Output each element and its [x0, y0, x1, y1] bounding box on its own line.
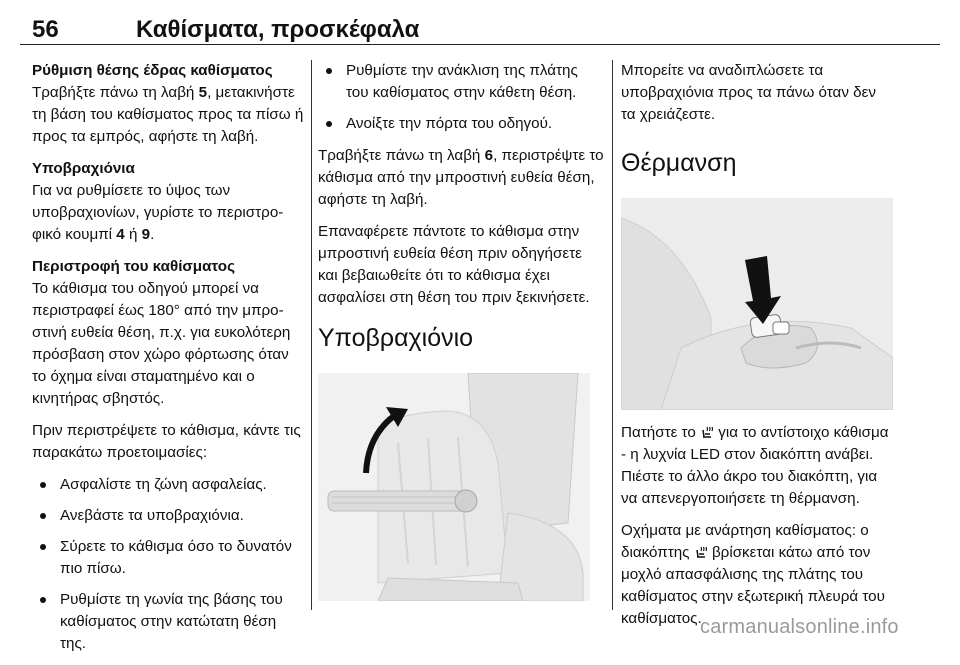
- list-item-text: Σύρετε το κάθισμα όσο το δυνατόν πιο πίσω.: [60, 538, 292, 577]
- list-item-text: Ανοίξτε την πόρτα του οδηγού.: [346, 115, 553, 132]
- list-item-text: Ρυθμίστε την ανάκλιση της πλάτης του καθίσματος στην κάθετη θέση.: [346, 62, 578, 101]
- column-divider: [311, 60, 312, 610]
- list-item-text: Ασφαλίστε τη ζώνη ασφαλείας.: [60, 476, 267, 493]
- list-item: [32, 474, 304, 496]
- armrests-section: [32, 158, 304, 246]
- rotation-section: [32, 256, 304, 410]
- armrests-num-b: 9: [141, 226, 151, 243]
- armrests-num-a: 4: [116, 226, 125, 243]
- seat-height-num: 5: [198, 84, 208, 101]
- column-1: [32, 60, 304, 665]
- seat-height-section: [32, 60, 304, 148]
- vehicles-text-b: βρίσκεται κάτω από τον μοχλό απασφάλισης της πλάτης του καθίσματος στην εξωτερική πλευρά του καθίσματος.: [621, 544, 885, 627]
- armrests-or: ή: [124, 226, 142, 243]
- armrest-figure: [318, 373, 590, 601]
- column-2: [318, 60, 604, 613]
- rotation-text: Το κάθισμα του οδηγού μπορεί να περιστραφεί έως 180° από την μπροστινή ευθεία θέση, π.χ. για ευκολότερη πρόσβαση στον χώρο φόρτωσης όταν το όχημα είναι σταματημένο και ο κινητήρας σβηστός.: [32, 280, 291, 407]
- bullet-dot: [326, 121, 332, 127]
- list-item: [318, 60, 604, 104]
- seat-height-heading: Ρύθμιση θέσης έδρας καθίσματος: [32, 62, 273, 79]
- seat-height-text-a: Τραβήξτε πάνω τη λαβή: [32, 84, 199, 101]
- armrest-heading: Υποβραχιόνιο: [318, 324, 474, 352]
- column-divider: [612, 60, 613, 610]
- press-text-b: για το αντίστοιχο κάθισμα - η λυχνία LED στον διακόπτη ανάβει. Πιέστε το άλλο άκρο του διακόπτη, για να απενεργοποιήσετε τη θέρμανση.: [621, 424, 889, 507]
- seat-heater-icon: [694, 544, 708, 558]
- page-header: [20, 10, 940, 45]
- armrests-text: Για να ρυθμίσετε το ύψος των υποβραχιονίων, γυρίστε το περιστροφικό κουμπί: [32, 182, 284, 243]
- armrests-heading: Υποβραχιόνια: [32, 160, 135, 177]
- prep-list: [32, 474, 304, 655]
- bullet-dot: [40, 513, 46, 519]
- bullet-dot: [326, 68, 332, 74]
- before-text: Πριν περιστρέψετε το κάθισμα, κάντε τις παρακάτω προετοιμασίες:: [32, 422, 301, 461]
- prep-list-continued: [318, 60, 604, 135]
- list-item: [32, 505, 304, 527]
- vehicles-text: [621, 520, 893, 630]
- column-3: [621, 60, 893, 640]
- bullet-dot: [40, 544, 46, 550]
- seat-switch-illustration: [621, 198, 893, 410]
- vehicles-text-a: Οχήματα με ανάρτηση καθίσματος: ο διακόπτης: [621, 522, 869, 561]
- list-item: [32, 589, 304, 655]
- page-number: 56: [32, 16, 59, 43]
- list-item: [318, 113, 604, 135]
- bullet-dot: [40, 482, 46, 488]
- seat-height-text-b: , μετακινήστε τη βάση του καθίσματος προς τα πίσω ή προς τα εμπρός, αφήστε τη λαβή.: [32, 84, 304, 145]
- list-item-text: Ρυθμίστε τη γωνία της βάσης του καθίσματος στην κατώτατη θέση της.: [60, 591, 283, 652]
- bullet-dot: [40, 597, 46, 603]
- page-title: Καθίσματα, προσκέφαλα: [136, 16, 420, 43]
- armrests-end: .: [150, 226, 155, 243]
- list-item-text: Ανεβάστε τα υποβραχιόνια.: [60, 507, 244, 524]
- pull-text: [318, 145, 604, 211]
- armrest-illustration: [318, 373, 590, 601]
- pull-num: 6: [484, 147, 494, 164]
- list-item: [32, 536, 304, 580]
- watermark: carmanualsonline.info: [700, 616, 899, 638]
- pull-text-b: , περιστρέψτε το κάθισμα από την μπροστινή ευθεία θέση, αφήστε τη λαβή.: [318, 147, 604, 208]
- press-text-a: Πατήστε το: [621, 424, 701, 441]
- press-text: [621, 422, 893, 510]
- heating-heading: Θέρμανση: [621, 149, 737, 177]
- pull-text-a: Τραβήξτε πάνω τη λαβή: [318, 147, 485, 164]
- heating-figure: [621, 198, 893, 410]
- restore-text: Επαναφέρετε πάντοτε το κάθισμα στην μπροστινή ευθεία θέση πριν οδηγήσετε και βεβαιωθείτε ότι το κάθισμα έχει ασφαλίσει στη θέση του πριν ξεκινήσετε.: [318, 223, 590, 306]
- fold-text: Μπορείτε να αναδιπλώσετε τα υποβραχιόνια προς τα πάνω όταν δεν τα χρειάζεστε.: [621, 62, 876, 123]
- seat-heater-icon: [700, 424, 714, 438]
- rotation-heading: Περιστροφή του καθίσματος: [32, 258, 235, 275]
